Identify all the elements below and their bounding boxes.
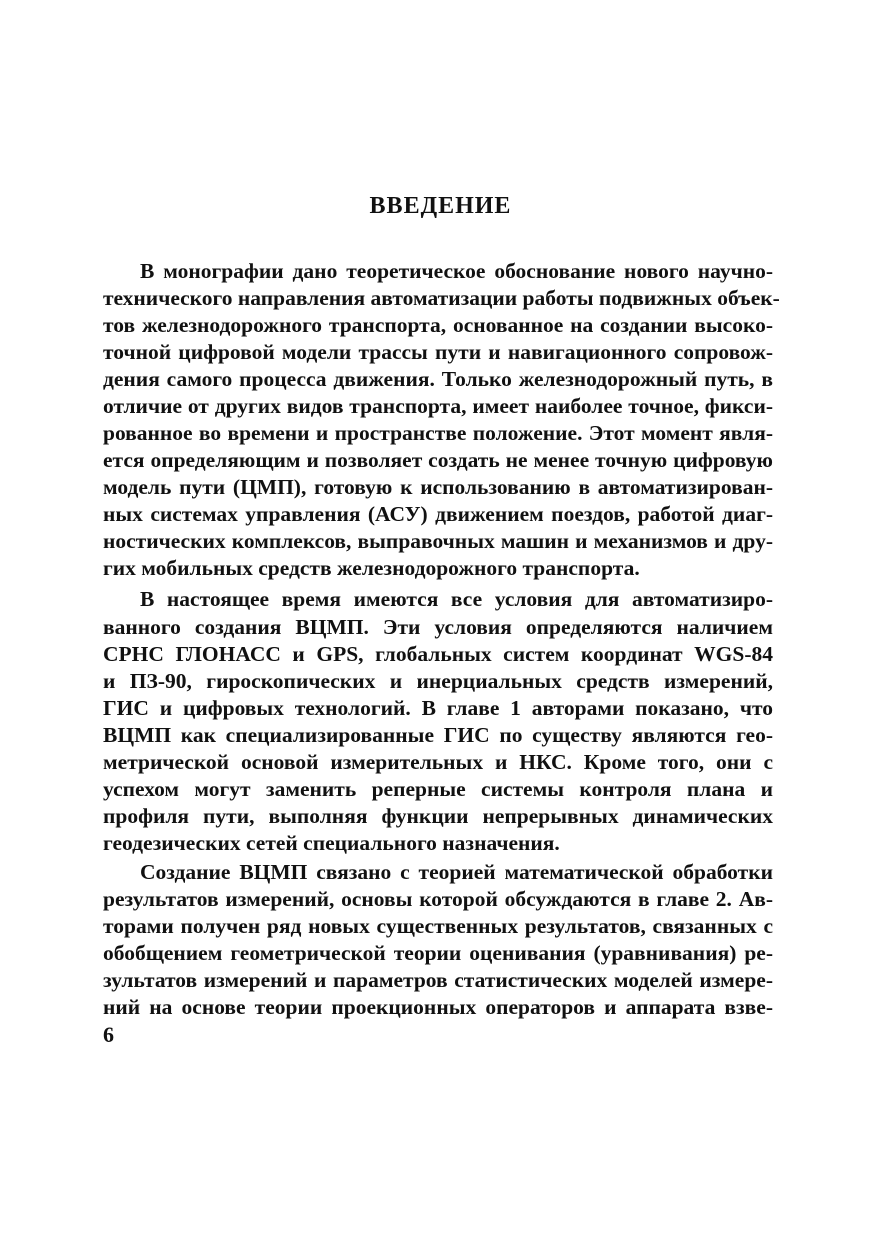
text-line: СРНС ГЛОНАСС и GPS, глобальных систем координат WGS-84 [103, 642, 773, 666]
text-line: В настоящее время имеются все условия для автоматизиро- [140, 587, 773, 611]
text-line: технического направления автоматизации работы подвижных объек- [103, 286, 780, 310]
text-line: профиля пути, выполняя функции непрерывных динамических [103, 804, 773, 828]
page-number: 6 [103, 1022, 114, 1047]
text-line: успехом могут заменить реперные системы контроля плана и [103, 777, 773, 801]
text-line: зультатов измерений и параметров статистических моделей измере- [103, 968, 773, 992]
text-line: ностических комплексов, выправочных машин и механизмов и дру- [103, 529, 773, 553]
text-line: модель пути (ЦМП), готовую к использованию в автоматизирован- [103, 475, 773, 499]
text-line: В монографии дано теоретическое обоснование нового научно- [140, 259, 773, 283]
text-line: рованное во времени и пространстве положение. Этот момент явля- [103, 421, 773, 445]
text-line: дения самого процесса движения. Только железнодорожный путь, в [103, 367, 773, 391]
text-line: результатов измерений, основы которой обсуждаются в главе 2. Ав- [103, 887, 773, 911]
text-line: Создание ВЦМП связано с теорией математической обработки [140, 860, 773, 884]
text-line: торами получен ряд новых существенных результатов, связанных с [103, 914, 773, 938]
text-line: геодезических сетей специального назначения. [103, 831, 560, 855]
text-line: метрической основой измерительных и НКС. Кроме того, они с [103, 750, 773, 774]
page-title: ВВЕДЕНИЕ [369, 193, 512, 219]
text-line: ВЦМП как специализированные ГИС по существу являются гео- [103, 723, 773, 747]
text-line: ется определяющим и позволяет создать не менее точную цифровую [103, 448, 773, 472]
text-line: ГИС и цифровых технологий. В главе 1 авторами показано, что [103, 696, 773, 720]
text-line: отличие от других видов транспорта, имеет наиболее точное, фикси- [103, 394, 773, 418]
text-line: точной цифровой модели трассы пути и навигационного сопровож- [103, 340, 773, 364]
text-line: гих мобильных средств железнодорожного транспорта. [103, 556, 640, 580]
text-line: тов железнодорожного транспорта, основанное на создании высоко- [103, 313, 773, 337]
text-line: и ПЗ-90, гироскопических и инерциальных средств измерений, [103, 669, 773, 693]
text-line: обобщением геометрической теории оценивания (уравнивания) ре- [103, 941, 773, 965]
text-line: ний на основе теории проекционных операторов и аппарата взве- [103, 995, 773, 1019]
text-line: ных системах управления (АСУ) движением поездов, работой диаг- [103, 502, 773, 526]
text-line: ванного создания ВЦМП. Эти условия определяются наличием [103, 615, 773, 639]
